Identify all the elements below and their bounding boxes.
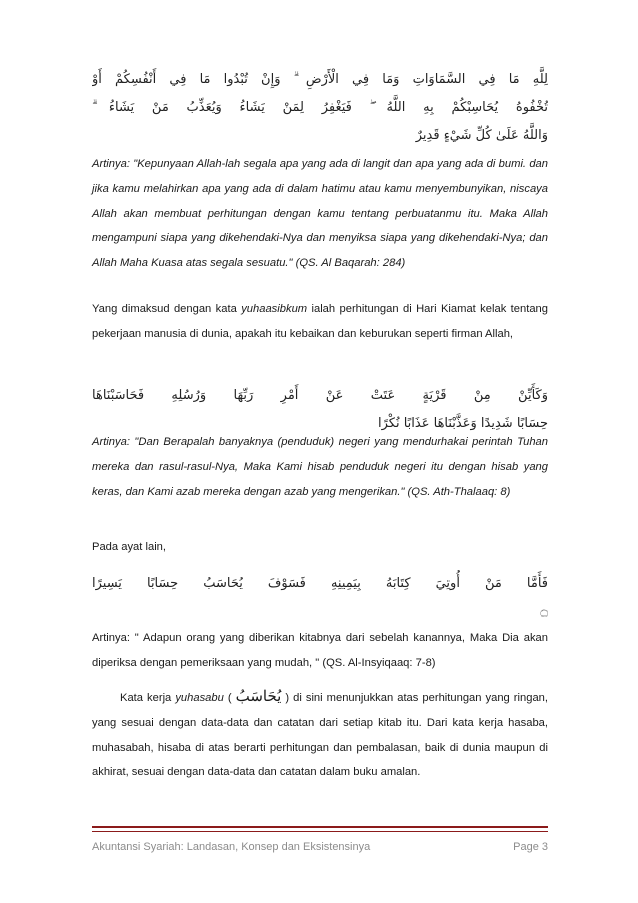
verse-2-line-1: وَكَأَيِّنْ مِنْ قَرْيَةٍ عَتَتْ عَنْ أَمْرِ رَبِّهَا وَرُسُلِهِ فَحَاسَبْنَاهَا — [92, 388, 548, 403]
paragraph-yuhasabu — [92, 684, 548, 785]
verse-1-arabic — [92, 66, 548, 150]
verse-2-line-2: حِسَابًا شَدِيدًا وَعَذَّبْنَاهَا عَذَابًا نُكْرًا — [377, 416, 548, 431]
paragraph-1-text-a: Yang dimaksud dengan kata — [92, 303, 242, 315]
footer-rule-thin — [92, 831, 548, 832]
paragraph-3-text-b: ) di sini menunjukkan atas perhitungan yang ringan, yang sesuai dengan data-data dan catatan dari setiap kitab itu. Dari kata kerja hasaba, muhasabah, hisaba di atas berarti perhitungan dan pembalasan, baik di dunia maupun di akhirat, sesuai dengan data-data dan catatan dalam buku amalan. — [92, 692, 549, 779]
paragraph-1-text-b: ialah perhitungan di Hari Kiamat kelak tentang pekerjaan manusia di dunia, apakah itu kebaikan dan keburukan seperti firman Allah, — [92, 303, 548, 340]
verse-3-line-2: ۝ — [540, 604, 548, 619]
paragraph-3-open-paren: ( — [223, 692, 236, 704]
arabic-word-yuhasabu: يُحَاسَبُ — [235, 687, 282, 705]
verse-3-translation: Artinya: " Adapun orang yang diberikan kitabnya dari sebelah kanannya, Maka Dia akan diperiksa dengan pemeriksaan yang mudah, " (QS. Al-Insyiqaaq: 7-8) — [92, 632, 548, 669]
verse-3-arabic — [92, 570, 548, 626]
paragraph-yuhaasibkum — [92, 297, 548, 347]
footer-page-number: Page 3 — [513, 841, 548, 853]
verse-1-line-2: تُخْفُوهُ يُحَاسِبْكُمْ بِهِ اللَّهُ ۖ فَيَغْفِرُ لِمَنْ يَشَاءُ وَيُعَذِّبُ مَنْ يَشَاءُ ۗ — [92, 100, 548, 115]
term-yuhaasibkum: yuhaasibkum — [241, 303, 308, 315]
verse-1-line-3: وَاللَّهُ عَلَىٰ كُلِّ شَيْءٍ قَدِيرٌ — [415, 128, 548, 143]
verse-1-translation: Artinya: "Kepunyaan Allah-lah segala apa yang ada di langit dan apa yang ada di bumi. dan jika kamu melahirkan apa yang ada di dalam hatimu atau kamu menyembunyikan, niscaya Allah akan membuat perhitungan dengan kamu tentang perbuatanmu itu. Maka Allah mengampuni siapa yang dikehendaki-Nya dan menyiksa siapa yang dikehendaki-Nya; dan Allah Maha Kuasa atas segala sesuatu." (QS. Al Baqarah: 284) — [92, 158, 548, 270]
verse-2-translation: Artinya: "Dan Berapalah banyaknya (penduduk) negeri yang mendurhakai perintah Tuhan mereka dan rasul-rasul-Nya, Maka Kami hisab penduduk negeri itu dengan hisab yang keras, dan Kami azab mereka dengan azab yang mengerikan." (QS. Ath-Thalaaq: 8) — [92, 436, 548, 498]
term-yuhasabu: yuhasabu — [175, 692, 224, 704]
verse-1-line-1: لِلَّهِ مَا فِي السَّمَاوَاتِ وَمَا فِي الْأَرْضِ ۗ وَإِنْ تُبْدُوا مَا فِي أَنْفُسِكُمْ أَوْ — [92, 72, 548, 87]
verse-3-line-1: فَأَمَّا مَنْ أُوتِيَ كِتَابَهُ بِيَمِينِهِ فَسَوْفَ يُحَاسَبُ حِسَابًا يَسِيرًا — [92, 576, 548, 591]
paragraph-3-text-a: Kata kerja — [120, 692, 176, 704]
paragraph-pada-ayat-lain: Pada ayat lain, — [92, 541, 167, 553]
footer-title: Akuntansi Syariah: Landasan, Konsep dan Eksistensinya — [92, 841, 371, 853]
footer-rule-thick — [92, 826, 548, 828]
